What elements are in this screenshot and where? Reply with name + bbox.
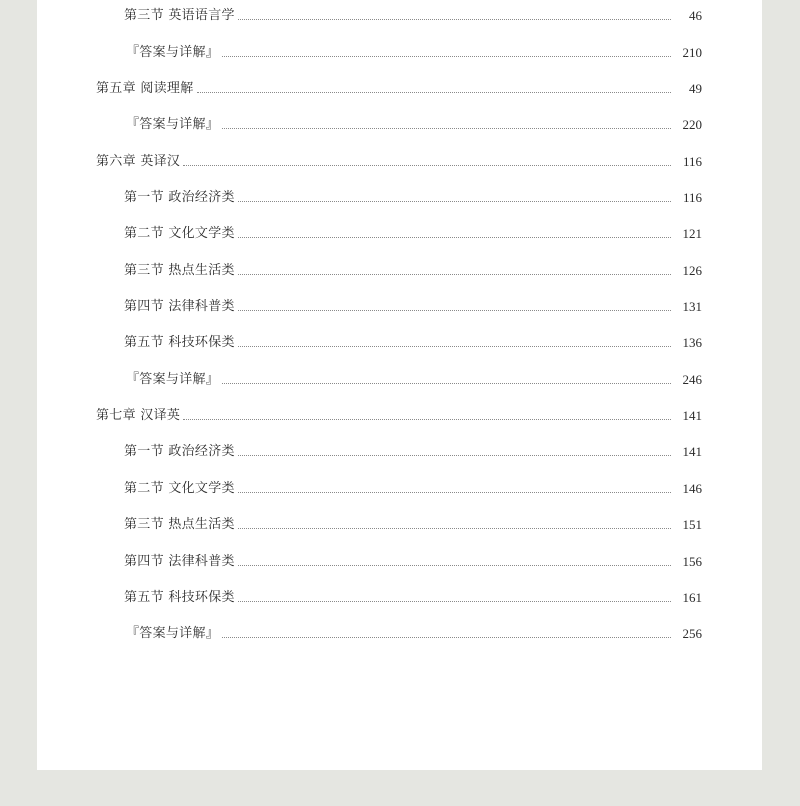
toc-entry-page-number: 156: [682, 553, 702, 569]
toc-entry-title: 第五章 阅读理解: [96, 81, 194, 97]
toc-entry-page-number: 116: [682, 153, 702, 169]
toc-entry-title: 第一节 政治经济类: [124, 444, 235, 460]
toc-entry: [37, 137, 762, 173]
dot-leader: [238, 565, 671, 566]
dot-leader: [238, 201, 671, 202]
dot-leader: [238, 274, 671, 275]
toc-entry-page-number: 146: [682, 480, 702, 496]
dot-leader: [238, 310, 671, 311]
toc-entry-title: 『答案与详解』: [126, 626, 220, 642]
toc-entry: [37, 610, 762, 646]
toc-entry-title: 第一节 政治经济类: [124, 190, 235, 206]
toc-entry-title: 第二节 文化文学类: [124, 226, 235, 242]
toc-entry-page-number: 210: [682, 44, 702, 60]
toc-entry-page-number: 49: [689, 81, 702, 97]
toc-entry: [37, 210, 762, 246]
document-page: [37, 0, 762, 770]
dot-leader: [197, 92, 671, 93]
dot-leader: [238, 346, 671, 347]
toc-entry-title: 第五节 科技环保类: [124, 335, 235, 351]
toc-entry: [37, 65, 762, 101]
toc-entry-page-number: 116: [682, 190, 702, 206]
toc-entry-title: 『答案与详解』: [126, 371, 220, 387]
toc-entry-page-number: 246: [682, 371, 702, 387]
dot-leader: [222, 637, 671, 638]
toc-entry-page-number: 151: [682, 517, 702, 533]
toc-entry: [37, 392, 762, 428]
dot-leader: [238, 455, 671, 456]
toc-entry: [37, 101, 762, 137]
toc-entry: [37, 174, 762, 210]
dot-leader: [222, 56, 671, 57]
toc-entry-page-number: 46: [689, 8, 702, 24]
toc-entry: [37, 501, 762, 537]
toc-entry-page-number: 126: [682, 262, 702, 278]
toc-entry: [37, 574, 762, 610]
toc-entry-title: 『答案与详解』: [126, 117, 220, 133]
toc-entry-page-number: 131: [682, 299, 702, 315]
dot-leader: [238, 19, 671, 20]
table-of-contents: [37, 0, 762, 646]
toc-entry-title: 第四节 法律科普类: [124, 553, 235, 569]
toc-entry-page-number: 136: [682, 335, 702, 351]
toc-entry: [37, 0, 762, 28]
dot-leader: [238, 492, 671, 493]
toc-entry-page-number: 141: [682, 444, 702, 460]
toc-entry: [37, 319, 762, 355]
toc-entry: [37, 246, 762, 282]
dot-leader: [183, 165, 671, 166]
toc-entry-title: 第七章 汉译英: [96, 408, 181, 424]
dot-leader: [222, 128, 671, 129]
toc-entry-title: 第三节 热点生活类: [124, 517, 235, 533]
toc-entry: [37, 428, 762, 464]
toc-entry-page-number: 220: [682, 117, 702, 133]
toc-entry: [37, 464, 762, 500]
toc-entry-title: 第三节 英语语言学: [124, 8, 235, 24]
toc-entry: [37, 283, 762, 319]
toc-entry-title: 『答案与详解』: [126, 44, 220, 60]
toc-entry: [37, 355, 762, 391]
toc-entry-page-number: 141: [682, 408, 702, 424]
toc-entry: [37, 537, 762, 573]
toc-entry-title: 第五节 科技环保类: [124, 589, 235, 605]
dot-leader: [238, 601, 671, 602]
dot-leader: [183, 419, 671, 420]
toc-entry-page-number: 161: [682, 589, 702, 605]
toc-entry-page-number: 256: [682, 626, 702, 642]
toc-entry-page-number: 121: [682, 226, 702, 242]
dot-leader: [238, 237, 671, 238]
toc-entry-title: 第六章 英译汉: [96, 153, 181, 169]
dot-leader: [222, 383, 671, 384]
toc-entry-title: 第三节 热点生活类: [124, 262, 235, 278]
dot-leader: [238, 528, 671, 529]
toc-entry-title: 第四节 法律科普类: [124, 299, 235, 315]
toc-entry-title: 第二节 文化文学类: [124, 480, 235, 496]
toc-entry: [37, 28, 762, 64]
